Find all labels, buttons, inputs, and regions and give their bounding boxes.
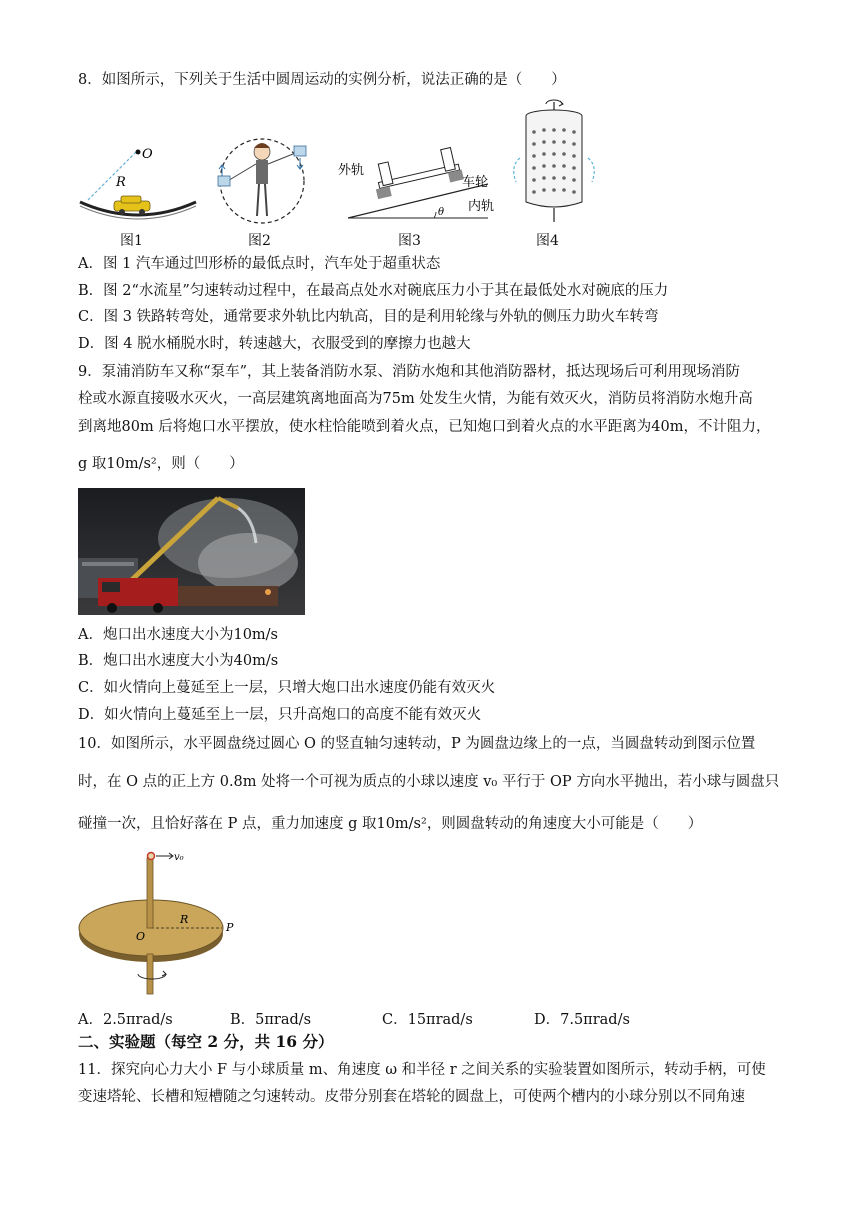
fig1-label-o: O xyxy=(142,147,153,162)
q10-stem-line1: 10．如图所示，水平圆盘绕过圆心 O 的竖直轴匀速转动，P 为圆盘边缘上的一点，当圆盘转动到图示位置 xyxy=(78,736,756,752)
q9-option-a: A．炮口出水速度大小为10m/s xyxy=(78,627,278,643)
q8-option-b: B．图 2“水流星”匀速转动过程中，在最高点处水对碗底压力小于其在最低处水对碗底的压力 xyxy=(78,283,669,299)
fig3-label-theta: θ xyxy=(438,207,445,218)
fig2-caption: 图2 xyxy=(248,233,271,249)
fig3-label-inner: 内轨 xyxy=(468,199,495,214)
q10-stem-line3: 碰撞一次，且恰好落在 P 点，重力加速度 g 取10m/s²，则圆盘转动的角速度大小可能是（ ） xyxy=(78,816,703,832)
q8-stem: 8．如图所示，下列关于生活中圆周运动的实例分析，说法正确的是（ ） xyxy=(78,72,566,88)
disk-label-o: O xyxy=(136,930,146,943)
q10-stem-line2: 时，在 O 点的正上方 0.8m 处将一个可视为质点的小球以速度 v₀ 平行于 OP 方向水平抛出，若小球与圆盘只 xyxy=(78,774,780,790)
q9-stem-line1: 9．泵浦消防车又称“泵车”，其上装备消防水泵、消防水炮和其他消防器材，抵达现场后可利用现场消防 xyxy=(78,364,741,380)
q9-stem-line3: 到离地80m 后将炮口水平摆放，使水柱恰能喷到着火点，已知炮口到着火点的水平距离为40m，不计阻力， xyxy=(78,419,771,435)
fig1-caption: 图1 xyxy=(120,233,143,249)
q9-option-d: D．如火情向上蔓延至上一层，只升高炮口的高度不能有效灭火 xyxy=(78,707,482,723)
fig3-label-wheel: 车轮 xyxy=(462,175,489,190)
fig3-caption: 图3 xyxy=(398,233,421,249)
q9-stem-line4: g 取10m/s²，则（ ） xyxy=(78,456,244,472)
fig2-water-meteor xyxy=(212,136,312,226)
q9-stem-line2: 栓或水源直接吸水灭火，一高层建筑离地面高为75m 处发生火情，为能有效灭火，消防员将消防水炮升高 xyxy=(78,391,753,407)
q8-option-a: A．图 1 汽车通过凹形桥的最低点时，汽车处于超重状态 xyxy=(78,256,441,272)
q11-stem-line2: 变速塔轮、长槽和短槽随之匀速转动。皮带分别套在塔轮的圆盘上，可使两个槽内的小球分别以不同角速 xyxy=(78,1089,745,1105)
q9-option-b: B．炮口出水速度大小为40m/s xyxy=(78,653,279,669)
disk-label-p: P xyxy=(226,921,234,934)
q9-option-c: C．如火情向上蔓延至上一层，只增大炮口出水速度仍能有效灭火 xyxy=(78,680,496,696)
q10-option-d: D．7.5πrad/s xyxy=(534,1012,630,1028)
q10-option-c: C．15πrad/s xyxy=(382,1012,473,1028)
disk-label-v0: v₀ xyxy=(174,852,184,863)
q10-option-b: B．5πrad/s xyxy=(230,1012,312,1028)
q8-option-d: D．图 4 脱水桶脱水时，转速越大，衣服受到的摩擦力也越大 xyxy=(78,336,471,352)
q10-option-a: A．2.5πrad/s xyxy=(78,1012,173,1028)
q8-option-c: C．图 3 铁路转弯处，通常要求外轨比内轨高，目的是利用轮缘与外轨的侧压力助火车转弯 xyxy=(78,309,659,325)
q11-stem-line1: 11．探究向心力大小 F 与小球质量 m、角速度 ω 和半径 r 之间关系的实验装置如图所示，转动手柄，可使 xyxy=(78,1062,766,1078)
rotating-disk-figure xyxy=(76,846,246,996)
fig3-label-outer: 外轨 xyxy=(338,163,365,178)
fig1-concave-bridge xyxy=(78,140,198,222)
section2-heading: 二、实验题（每空 2 分，共 16 分） xyxy=(78,1032,334,1051)
fig4-spin-drum xyxy=(508,98,600,226)
fire-truck-photo xyxy=(78,488,305,615)
fig3-railway-curve xyxy=(338,144,500,224)
fig4-caption: 图4 xyxy=(536,233,559,249)
disk-label-r: R xyxy=(180,913,189,926)
fig1-label-r: R xyxy=(116,175,126,190)
